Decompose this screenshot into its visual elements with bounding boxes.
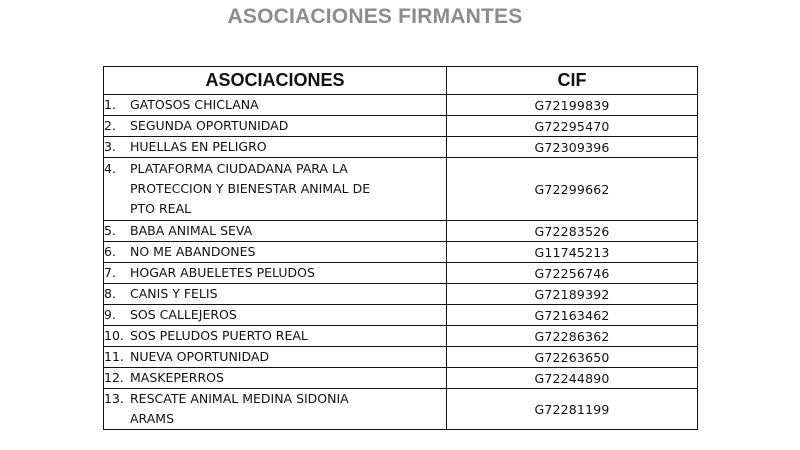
table-row <box>104 116 698 137</box>
table-row <box>104 158 698 221</box>
cif-value: G72163462 <box>447 305 698 326</box>
association-name: SOS CALLEJEROS <box>130 307 237 322</box>
cif-value: G72295470 <box>447 116 698 137</box>
cif-value: G72199839 <box>447 95 698 116</box>
association-name: MASKEPERROS <box>130 370 224 385</box>
association-name: RESCATE ANIMAL MEDINA SIDONIA ARAMS <box>130 391 349 426</box>
cif-value: G72286362 <box>447 326 698 347</box>
row-number: 6. <box>104 244 116 259</box>
associations-table <box>103 66 698 430</box>
row-number: 3. <box>104 139 116 154</box>
cif-value: G72263650 <box>447 347 698 368</box>
row-number: 4. <box>104 161 116 176</box>
document-title: ASOCIACIONES FIRMANTES <box>227 5 523 28</box>
association-name-cell <box>104 221 447 242</box>
cif-value: G11745213 <box>447 242 698 263</box>
table-row <box>104 347 698 368</box>
association-name: HOGAR ABUELETES PELUDOS <box>130 265 315 280</box>
cif-value: G72299662 <box>447 158 698 221</box>
association-name-cell <box>104 263 447 284</box>
association-name: SEGUNDA OPORTUNIDAD <box>130 118 289 133</box>
row-number: 9. <box>104 307 116 322</box>
cif-value: G72189392 <box>447 284 698 305</box>
association-name: GATOSOS CHICLANA <box>130 97 259 112</box>
row-number: 1. <box>104 97 116 112</box>
association-name-cell <box>104 347 447 368</box>
association-name-cell <box>104 95 447 116</box>
association-name: HUELLAS EN PELIGRO <box>130 139 267 154</box>
column-header-cif: CIF <box>447 67 698 95</box>
row-number: 10. <box>104 328 124 343</box>
cif-value: G72283526 <box>447 221 698 242</box>
row-number: 12. <box>104 370 124 385</box>
row-number: 11. <box>104 349 124 364</box>
association-name: BABA ANIMAL SEVA <box>130 223 253 238</box>
association-name-cell <box>104 305 447 326</box>
association-name-cell <box>104 242 447 263</box>
row-number: 8. <box>104 286 116 301</box>
column-header-associations: ASOCIACIONES <box>104 67 447 95</box>
association-name-cell <box>104 116 447 137</box>
table-row <box>104 389 698 430</box>
table-row <box>104 368 698 389</box>
row-number: 5. <box>104 223 116 238</box>
association-name-cell <box>104 389 447 430</box>
association-name: NO ME ABANDONES <box>130 244 256 259</box>
row-number: 13. <box>104 391 124 406</box>
association-name: PLATAFORMA CIUDADANA PARA LA PROTECCION Y BIENESTAR ANIMAL DE PTO REAL <box>130 161 371 216</box>
association-name: CANIS Y FELIS <box>130 286 218 301</box>
cif-value: G72309396 <box>447 137 698 158</box>
cif-value: G72281199 <box>447 389 698 430</box>
association-name-cell <box>104 368 447 389</box>
association-name: SOS PELUDOS PUERTO REAL <box>130 328 308 343</box>
table-row <box>104 221 698 242</box>
cif-value: G72256746 <box>447 263 698 284</box>
table-row <box>104 263 698 284</box>
association-name-cell <box>104 158 447 221</box>
table-row <box>104 95 698 116</box>
association-name-cell <box>104 284 447 305</box>
association-name-cell <box>104 137 447 158</box>
cif-value: G72244890 <box>447 368 698 389</box>
row-number: 7. <box>104 265 116 280</box>
association-name: NUEVA OPORTUNIDAD <box>130 349 270 364</box>
table-row <box>104 242 698 263</box>
table-row <box>104 326 698 347</box>
table-header-row <box>104 67 698 95</box>
table-row <box>104 284 698 305</box>
association-name-cell <box>104 326 447 347</box>
row-number: 2. <box>104 118 116 133</box>
table-row <box>104 305 698 326</box>
table-row <box>104 137 698 158</box>
